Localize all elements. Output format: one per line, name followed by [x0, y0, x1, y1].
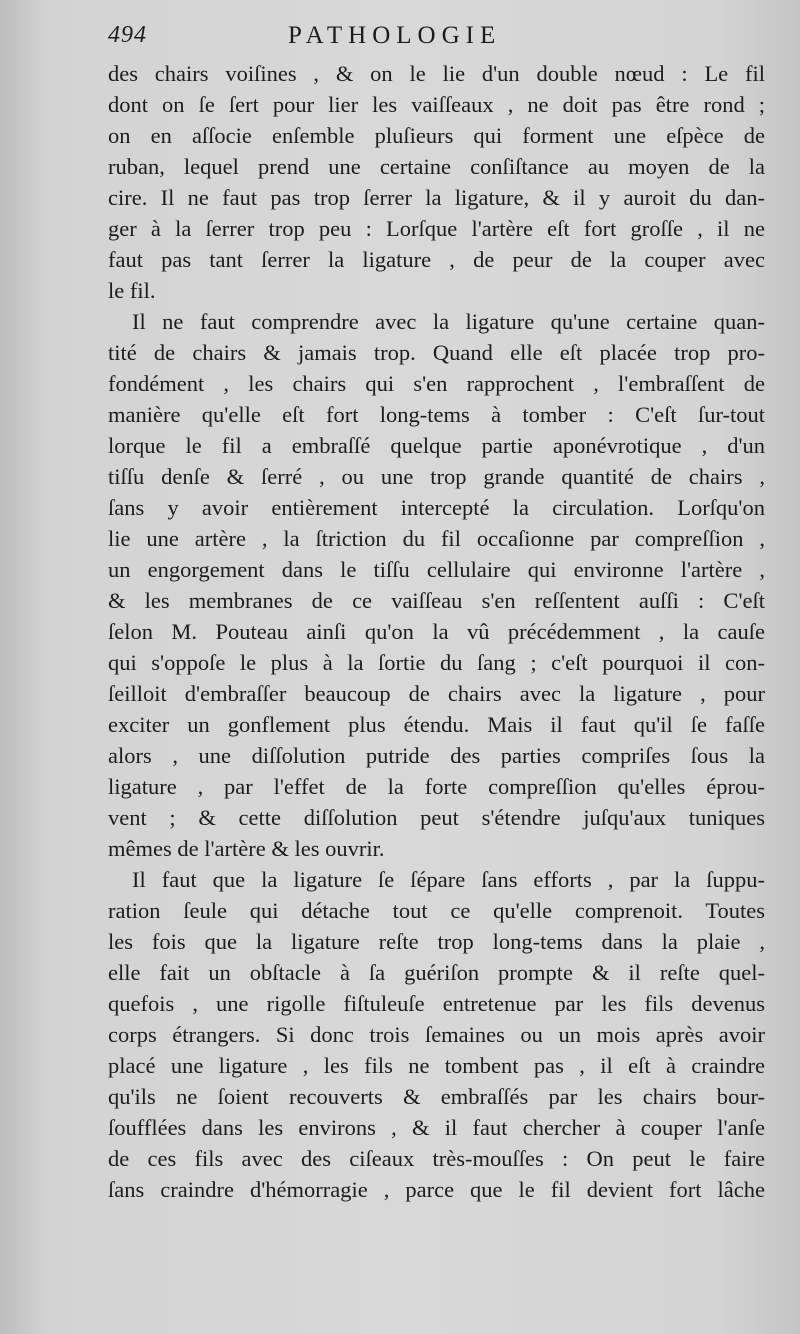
text-line: alors , une diſſolution putride des parties compriſes ſous la [108, 743, 765, 768]
text-line: le fil. [108, 278, 156, 303]
text-line: elle fait un obſtacle à ſa guériſon prompte & il reſte quel- [108, 960, 765, 985]
text-line: ſeilloit d'embraſſer beaucoup de chairs avec la ligature , pour [108, 681, 765, 706]
text-line: de ces fils avec des ciſeaux très-mouſſes : On peut le faire [108, 1146, 765, 1171]
text-line: ligature , par l'effet de la forte compreſſion qu'elles éprou- [108, 774, 765, 799]
page-header [108, 22, 768, 54]
text-line: ſans craindre d'hémorragie , parce que le fil devient fort lâche [108, 1177, 765, 1202]
text-line: on en aſſocie enſemble pluſieurs qui forment une eſpèce de [108, 123, 765, 148]
text-line: placé une ligature , les fils ne tombent pas , il eſt à craindre [108, 1053, 765, 1078]
text-line: des chairs voiſines , & on le lie d'un double nœud : Le fil [108, 61, 765, 86]
text-line: ruban, lequel prend une certaine conſiſtance au moyen de la [108, 154, 765, 179]
text-line: manière qu'elle eſt fort long-tems à tomber : C'eſt ſur-tout [108, 402, 765, 427]
running-title: PATHOLOGIE [288, 22, 502, 49]
body-text [108, 58, 765, 1205]
text-line: & les membranes de ce vaiſſeau s'en reſſentent auſſi : C'eſt [108, 588, 765, 613]
text-line: fondément , les chairs qui s'en rapprochent , l'embraſſent de [108, 371, 765, 396]
text-line: lorque le fil a embraſſé quelque partie aponévrotique , d'un [108, 433, 765, 458]
text-line: ration ſeule qui détache tout ce qu'elle comprenoit. Toutes [108, 898, 765, 923]
text-line: faut pas tant ſerrer la ligature , de peur de la couper avec [108, 247, 765, 272]
text-line: ſelon M. Pouteau ainſi qu'on la vû précédemment , la cauſe [108, 619, 765, 644]
text-line: cire. Il ne faut pas trop ſerrer la ligature, & il y auroit du dan- [108, 185, 765, 210]
text-line: ſoufflées dans les environs , & il faut chercher à couper l'anſe [108, 1115, 765, 1140]
text-line: corps étrangers. Si donc trois ſemaines ou un mois après avoir [108, 1022, 765, 1047]
text-line: un engorgement dans le tiſſu cellulaire qui environne l'artère , [108, 557, 765, 582]
text-line: qui s'oppoſe le plus à la ſortie du ſang ; c'eſt pourquoi il con- [108, 650, 765, 675]
text-line: lie une artère , la ſtriction du fil occaſionne par compreſſion , [108, 526, 765, 551]
text-line: Il ne faut comprendre avec la ligature qu'une certaine quan- [132, 309, 765, 334]
text-line: Il faut que la ligature ſe ſépare ſans efforts , par la ſuppu- [132, 867, 765, 892]
text-line: vent ; & cette diſſolution peut s'étendre juſqu'aux tuniques [108, 805, 765, 830]
text-line: dont on ſe ſert pour lier les vaiſſeaux , ne doit pas être rond ; [108, 92, 765, 117]
page-number: 494 [108, 22, 147, 48]
text-line: mêmes de l'artère & les ouvrir. [108, 836, 385, 861]
text-line: qu'ils ne ſoient recouverts & embraſſés par les chairs bour- [108, 1084, 765, 1109]
text-line: tiſſu denſe & ſerré , ou une trop grande quantité de chairs , [108, 464, 765, 489]
text-line: exciter un gonflement plus étendu. Mais il faut qu'il ſe faſſe [108, 712, 765, 737]
text-line: tité de chairs & jamais trop. Quand elle eſt placée trop pro- [108, 340, 765, 365]
text-line: ger à la ſerrer trop peu : Lorſque l'artère eſt fort groſſe , il ne [108, 216, 765, 241]
text-line: quefois , une rigolle fiſtuleuſe entretenue par les fils devenus [108, 991, 765, 1016]
text-line: ſans y avoir entièrement intercepté la circulation. Lorſqu'on [108, 495, 765, 520]
text-line: les fois que la ligature reſte trop long-tems dans la plaie , [108, 929, 765, 954]
